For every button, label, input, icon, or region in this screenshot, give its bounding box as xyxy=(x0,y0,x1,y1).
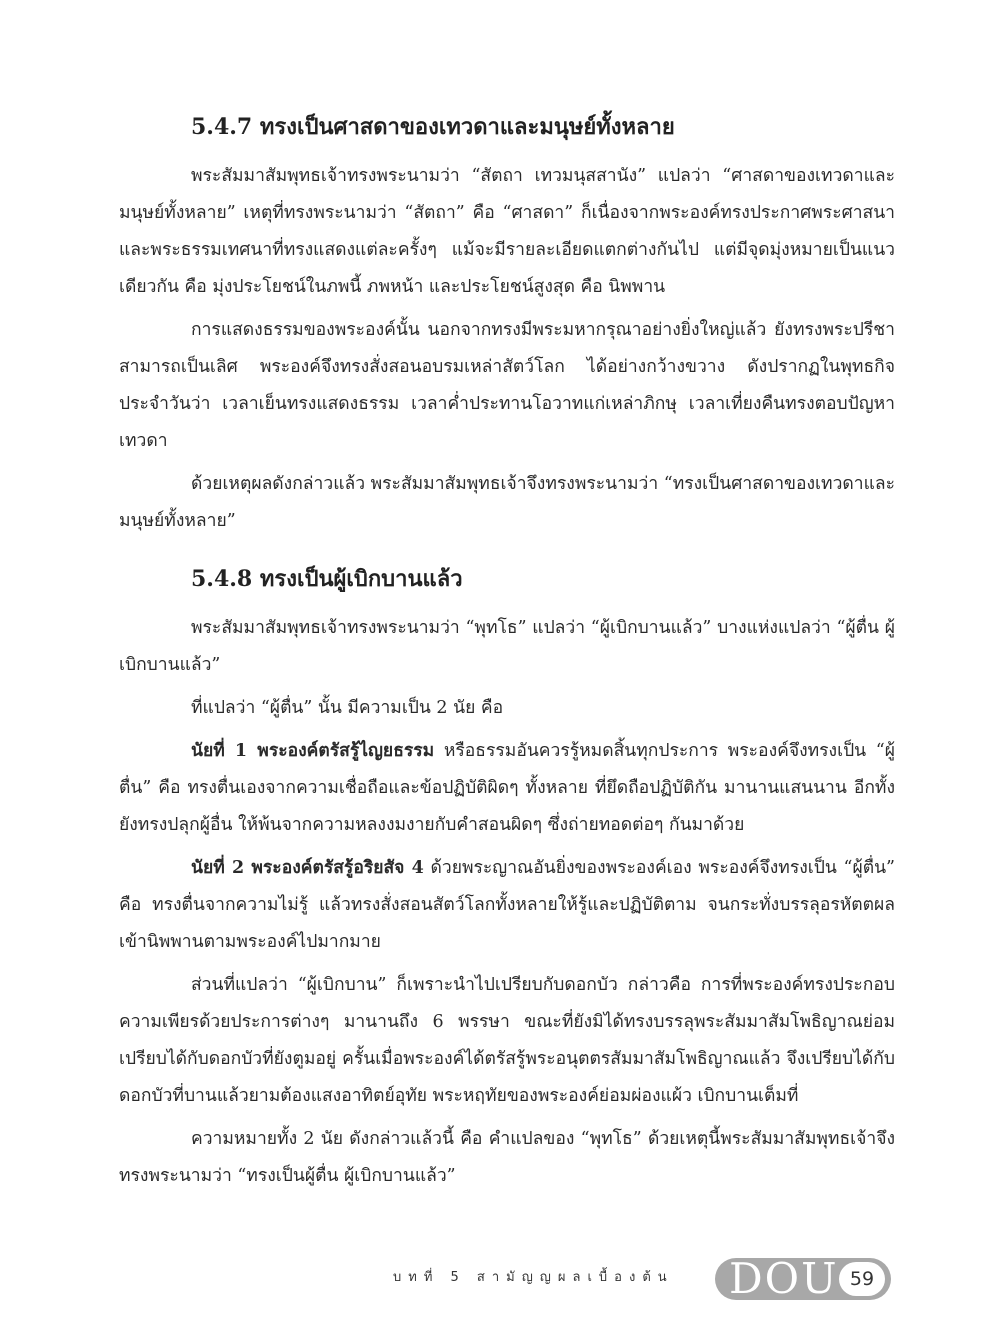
paragraph: การแสดงธรรมของพระองค์นั้น นอกจากทรงมีพระมหากรุณาอย่างยิ่งใหญ่แล้ว ยังทรงพระปรีชาสามารถเป็นเลิศ พระองค์จึงทรงสั่งสอนอบรมเหล่าสัตว์โลก ได้อย่างกว้างขวาง ดังปรากฏในพุทธกิจประจำวันว่า เวลาเย็นทรงแสดงธรรม เวลาค่ำประทานโอวาทแก่เหล่าภิกษุ เวลาเที่ยงคืนทรงตอบปัญหาเทวดา xyxy=(119,320,895,451)
paragraph: พระสัมมาสัมพุทธเจ้าทรงพระนามว่า “พุทโธ” แปลว่า “ผู้เบิกบานแล้ว” บางแห่งแปลว่า “ผู้ตื่น ผู้เบิกบานแล้ว” xyxy=(119,618,895,675)
page-number: 59 xyxy=(839,1262,885,1296)
point-2-text: ด้วยพระญาณอันยิ่งของพระองค์เอง พระองค์จึงทรงเป็น “ผู้ตื่น” คือ ทรงตื่นจากความไม่รู้ แล้วทรงสั่งสอนสัตว์โลกทั้งหลายให้รู้และปฏิบัติตาม จนกระทั่งบรรลุอรหัตตผล เข้านิพพานตามพระองค์ไปมากมาย xyxy=(119,858,895,952)
point-2-title: นัยที่ 2 พระองค์ตรัสรู้อริยสัจ 4 xyxy=(191,858,424,878)
section-heading-5-4-7: 5.4.7 ทรงเป็นศาสดาของเทวดาและมนุษย์ทั้งหลาย xyxy=(191,114,675,140)
paragraph-point-1 xyxy=(119,733,895,844)
point-1-title: นัยที่ 1 พระองค์ตรัสรู้ไญยธรรม xyxy=(191,741,435,761)
paragraph: ที่แปลว่า “ผู้ตื่น” นั้น มีความเป็น 2 นัย คือ xyxy=(191,698,504,718)
page-footer xyxy=(393,1254,893,1303)
paragraph: พระสัมมาสัมพุทธเจ้าทรงพระนามว่า “สัตถา เทวมนุสสานัง” แปลว่า “ศาสดาของเทวดาและมนุษย์ทั้งหลาย” เหตุที่ทรงพระนามว่า “สัตถา” คือ “ศาสดา” ก็เนื่องจากพระองค์ทรงประกาศพระศาสนาและพระธรรมเทศนาที่ทรงแสดงแต่ละครั้งๆ แม้จะมีรายละเอียดแตกต่างกันไป แต่มีจุดมุ่งหมายเป็นแนวเดียวกัน คือ มุ่งประโยชน์ในภพนี้ ภพหน้า และประโยชน์สูงสุด คือ นิพพาน xyxy=(119,166,895,297)
page-content xyxy=(119,110,895,1201)
paragraph: ด้วยเหตุผลดังกล่าวแล้ว พระสัมมาสัมพุทธเจ้าจึงทรงพระนามว่า “ทรงเป็นศาสดาของเทวดาและมนุษย์ทั้งหลาย” xyxy=(119,474,895,531)
paragraph: ความหมายทั้ง 2 นัย ดังกล่าวแล้วนี้ คือ คำแปลของ “พุทโธ” ด้วยเหตุนี้พระสัมมาสัมพุทธเจ้าจึงทรงพระนามว่า “ทรงเป็นผู้ตื่น ผู้เบิกบานแล้ว” xyxy=(119,1129,895,1186)
section-heading-5-4-8: 5.4.8 ทรงเป็นผู้เบิกบานแล้ว xyxy=(191,566,463,592)
chapter-title: บทที่ 5 สามัญญผลเบื้องต้น xyxy=(393,1270,674,1285)
logo-text: DOU xyxy=(729,1254,839,1303)
dou-logo xyxy=(715,1254,891,1303)
paragraph: ส่วนที่แปลว่า “ผู้เบิกบาน” ก็เพราะนำไปเปรียบกับดอกบัว กล่าวคือ การที่พระองค์ทรงประกอบความเพียรด้วยประการต่างๆ มานานถึง 6 พรรษา ขณะที่ยังมิได้ทรงบรรลุพระสัมมาสัมโพธิญาณย่อมเปรียบได้กับดอกบัวที่ยังตูมอยู่ ครั้นเมื่อพระองค์ได้ตรัสรู้พระอนุตตรสัมมาสัมโพธิญาณแล้ว จึงเปรียบได้กับดอกบัวที่บานแล้วยามต้องแสงอาทิตย์อุทัย พระหฤทัยของพระองค์ย่อมผ่องแผ้ว เบิกบานเต็มที่ xyxy=(119,975,895,1106)
point-1-text: หรือธรรมอันควรรู้หมดสิ้นทุกประการ พระองค์จึงทรงเป็น “ผู้ตื่น” คือ ทรงตื่นเองจากความเชื่อถือและข้อปฏิบัติผิดๆ ทั้งหลาย ที่ยึดถือปฏิบัติกัน มานานแสนนาน อีกทั้งยังทรงปลุกผู้อื่น ให้พ้นจากความหลงงมงายกับคำสอนผิดๆ ซึ่งถ่ายทอดต่อๆ กันมาด้วย xyxy=(119,741,895,835)
paragraph-point-2 xyxy=(119,850,895,961)
